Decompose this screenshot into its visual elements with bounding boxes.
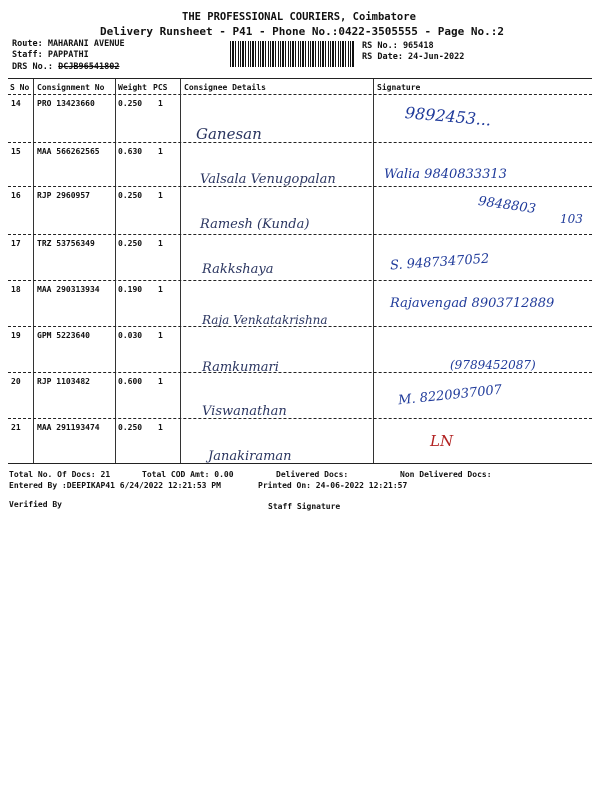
col-divider	[373, 79, 374, 464]
row-divider	[8, 280, 592, 281]
row-sno: 20	[11, 377, 21, 386]
row-consignment: GPM 5223640	[37, 331, 90, 340]
row-signature: Walia 9840833313	[384, 167, 507, 182]
row-pcs: 1	[158, 331, 163, 340]
company-title: THE PROFESSIONAL COURIERS, Coimbatore	[182, 11, 416, 23]
col-header-sno: S No	[10, 83, 30, 92]
row-signature: M. 8220937007	[397, 382, 503, 409]
table-top-rule	[8, 78, 592, 79]
col-divider	[180, 79, 181, 464]
col-header-signature: Signature	[377, 83, 421, 92]
row-divider	[8, 234, 592, 235]
row-signature: LN	[430, 432, 454, 450]
staff-signature-label: Staff Signature	[268, 502, 341, 511]
verified-by: Verified By	[9, 500, 62, 509]
row-signature: (9789452087)	[450, 358, 536, 372]
row-consignee-handwritten: Ganesan	[196, 125, 262, 143]
row-divider	[8, 142, 592, 143]
row-sno: 14	[11, 99, 21, 108]
row-consignment: PRO 13423660	[37, 99, 95, 108]
row-signature: 9848803	[477, 194, 537, 217]
col-header-pcs: PCS	[153, 83, 168, 92]
non-delivered-docs: Non Delivered Docs:	[400, 470, 492, 479]
printed-on: Printed On: 24-06-2022 12:21:57	[258, 481, 408, 490]
row-consignment: TRZ 53756349	[37, 239, 95, 248]
route-label: Route: MAHARANI AVENUE	[12, 39, 125, 49]
row-divider	[8, 186, 592, 187]
col-header-consignment: Consignment No	[37, 83, 105, 92]
total-cod: Total COD Amt: 0.00	[142, 470, 234, 479]
row-consignee-handwritten: Janakiraman	[208, 449, 292, 464]
row-weight: 0.630	[118, 147, 143, 156]
row-signature: Rajavengad 8903712889	[390, 296, 555, 311]
row-pcs: 1	[158, 147, 163, 156]
row-consignment: RJP 1103482	[37, 377, 90, 386]
total-docs: Total No. Of Docs: 21	[9, 470, 111, 479]
row-consignee-handwritten: Viswanathan	[202, 404, 287, 419]
row-consignment: MAA 290313934	[37, 285, 100, 294]
row-sno: 19	[11, 331, 21, 340]
row-weight: 0.030	[118, 331, 143, 340]
row-consignment: RJP 2960957	[37, 191, 90, 200]
row-sno: 17	[11, 239, 21, 248]
header-rule	[8, 94, 592, 95]
row-pcs: 1	[158, 239, 163, 248]
table-bottom-rule	[8, 463, 592, 464]
row-pcs: 1	[158, 191, 163, 200]
row-weight: 0.600	[118, 377, 143, 386]
row-sno: 16	[11, 191, 21, 200]
staff-label: Staff: PAPPATHI	[12, 50, 89, 60]
row-divider	[8, 326, 592, 327]
row-consignee-handwritten: Raja Venkatakrishna	[202, 313, 328, 327]
row-pcs: 1	[158, 423, 163, 432]
row-consignment: MAA 566262565	[37, 147, 100, 156]
row-sno: 18	[11, 285, 21, 294]
rs-number: RS No.: 965418	[362, 41, 434, 51]
row-consignee-handwritten: Valsala Venugopalan	[200, 172, 336, 187]
row-pcs: 1	[158, 285, 163, 294]
entered-by: Entered By :DEEPIKAP41 6/24/2022 12:21:53 PM	[9, 481, 221, 490]
row-sno: 15	[11, 147, 21, 156]
row-consignee-handwritten: Rakkshaya	[202, 262, 274, 277]
row-weight: 0.250	[118, 191, 143, 200]
row-consignee-handwritten: Ramkumari	[202, 360, 279, 375]
row-weight: 0.190	[118, 285, 143, 294]
row-consignee-handwritten: Ramesh (Kunda)	[200, 217, 310, 232]
row-sno: 21	[11, 423, 21, 432]
row-divider	[8, 418, 592, 419]
col-header-consignee: Consignee Details	[184, 83, 266, 92]
row-signature: 9892453...	[404, 103, 493, 130]
barcode-image	[230, 41, 355, 67]
drs-label: DRS No.:	[12, 62, 53, 72]
delivered-docs: Delivered Docs:	[276, 470, 349, 479]
drs-number	[12, 62, 120, 72]
runsheet-subtitle: Delivery Runsheet - P41 - Phone No.:0422-3505555 - Page No.:2	[100, 25, 504, 38]
drs-value: DCJB96541802	[58, 62, 120, 72]
row-weight: 0.250	[118, 423, 143, 432]
row-divider	[8, 372, 592, 373]
row-consignment: MAA 291193474	[37, 423, 100, 432]
col-divider	[33, 79, 34, 464]
row-pcs: 1	[158, 99, 163, 108]
rs-date: RS Date: 24-Jun-2022	[362, 52, 465, 62]
row-pcs: 1	[158, 377, 163, 386]
col-divider	[115, 79, 116, 464]
row-signature: S. 9487347052	[389, 251, 490, 274]
row-weight: 0.250	[118, 99, 143, 108]
row-weight: 0.250	[118, 239, 143, 248]
col-header-weight: Weight	[118, 83, 147, 92]
row-signature-extra: 103	[560, 212, 583, 226]
